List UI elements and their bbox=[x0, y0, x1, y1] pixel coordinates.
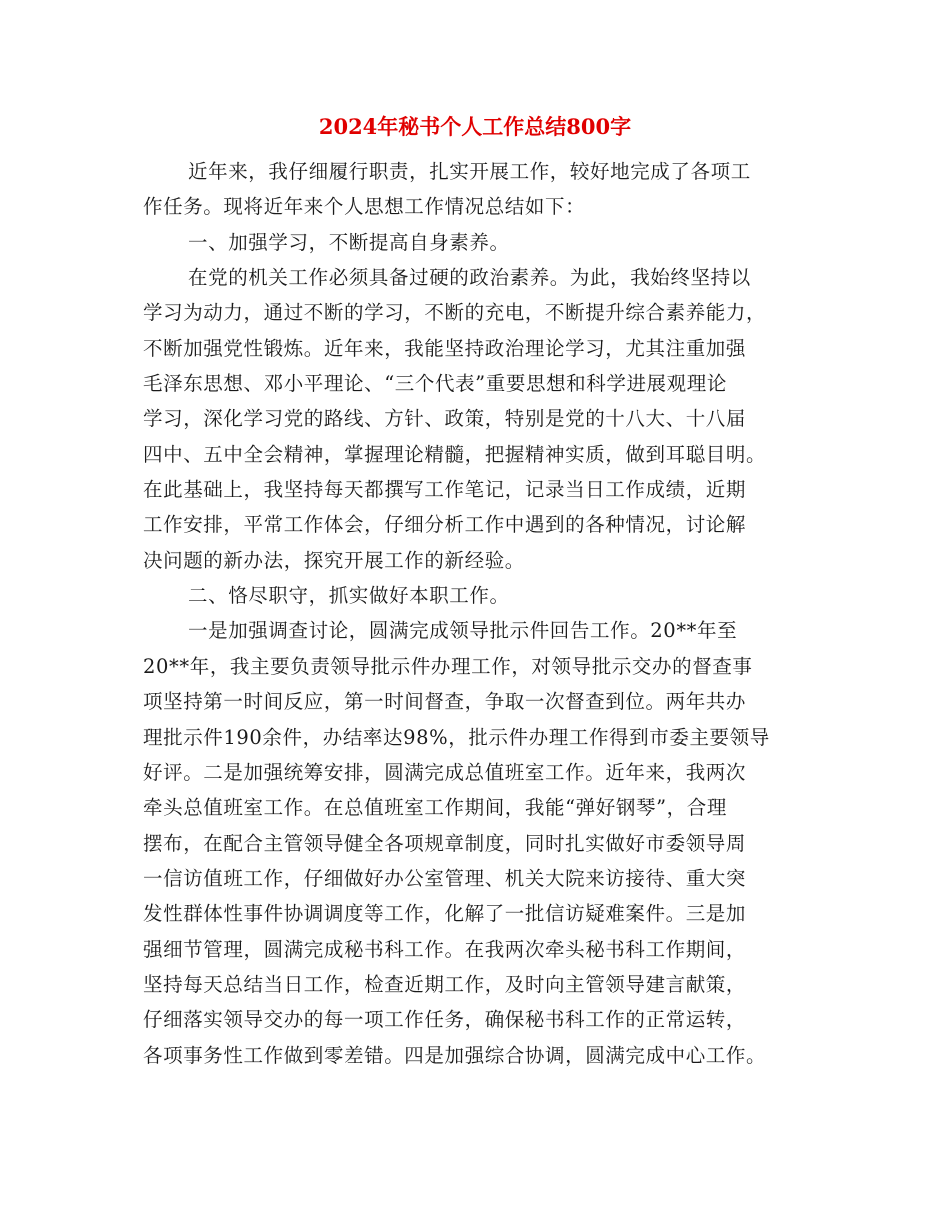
paragraph-line: 近年来，我仔细履行职责，扎实开展工作，较好地完成了各项工 bbox=[188, 160, 751, 183]
paragraph-line: 不断加强党性锻炼。近年来，我能坚持政治理论学习，尤其注重加强 bbox=[143, 336, 747, 360]
paragraph-line: 一是加强调查讨论，圆满完成领导批示件回告工作。20**年至 bbox=[188, 619, 738, 643]
paragraph-line: 学习，深化学习党的路线、方针、政策，特别是党的十八大、十八届 bbox=[143, 407, 747, 431]
paragraph-line: 发性群体性事件协调调度等工作，化解了一批信访疑难案件。三是加 bbox=[143, 902, 747, 926]
paragraph-line: 牵头总值班室工作。在总值班室工作期间，我能“弹好钢琴”，合理 bbox=[143, 796, 727, 820]
paragraph-line: 20**年，我主要负责领导批示件办理工作，对领导批示交办的督查事 bbox=[143, 654, 753, 678]
paragraph-line: 在党的机关工作必须具备过硬的政治素养。为此，我始终坚持以 bbox=[188, 266, 751, 290]
paragraph-line: 摆布，在配合主管领导健全各项规章制度，同时扎实做好市委领导周 bbox=[143, 831, 747, 855]
document-body bbox=[143, 154, 809, 1073]
paragraph-line: 工作安排，平常工作体会，仔细分析工作中遇到的各种情况，讨论解 bbox=[143, 513, 747, 537]
paragraph-line: 在此基础上，我坚持每天都撰写工作笔记，记录当日工作成绩，近期 bbox=[143, 478, 747, 502]
paragraph-line: 毛泽东思想、邓小平理论、“三个代表”重要思想和科学进展观理论 bbox=[143, 372, 727, 396]
paragraph-line: 仔细落实领导交办的每一项工作任务，确保秘书科工作的正常运转， bbox=[143, 1008, 747, 1032]
section-heading: 二、恪尽职守，抓实做好本职工作。 bbox=[188, 584, 510, 608]
paragraph-line: 各项事务性工作做到零差错。四是加强综合协调，圆满完成中心工作。 bbox=[143, 1043, 767, 1067]
paragraph-line: 项坚持第一时间反应，第一时间督查，争取一次督查到位。两年共办 bbox=[143, 690, 747, 714]
paragraph-line: 学习为动力，通过不断的学习，不断的充电，不断提升综合素养能力， bbox=[143, 301, 767, 325]
section-heading: 一、加强学习，不断提高自身素养。 bbox=[188, 230, 510, 254]
paragraph-line: 强细节管理，圆满完成秘书科工作。在我两次牵头秘书科工作期间， bbox=[143, 937, 747, 961]
paragraph-line: 决问题的新办法，探究开展工作的新经验。 bbox=[143, 548, 525, 572]
paragraph-line: 四中、五中全会精神，掌握理论精髓，把握精神实质，做到耳聪目明。 bbox=[143, 442, 767, 466]
paragraph-line: 一信访值班工作，仔细做好办公室管理、机关大院来访接待、重大突 bbox=[143, 866, 747, 890]
paragraph-line: 作任务。现将近年来个人思想工作情况总结如下： bbox=[143, 195, 586, 219]
paragraph-line: 坚持每天总结当日工作，检查近期工作，及时向主管领导建言献策， bbox=[143, 972, 747, 996]
document-title: 2024年秘书个人工作总结800字 bbox=[318, 114, 632, 139]
paragraph-line: 好评。二是加强统筹安排，圆满完成总值班室工作。近年来，我两次 bbox=[143, 760, 747, 784]
paragraph-line: 理批示件190余件，办结率达98%，批示件办理工作得到市委主要领导 bbox=[143, 725, 770, 749]
